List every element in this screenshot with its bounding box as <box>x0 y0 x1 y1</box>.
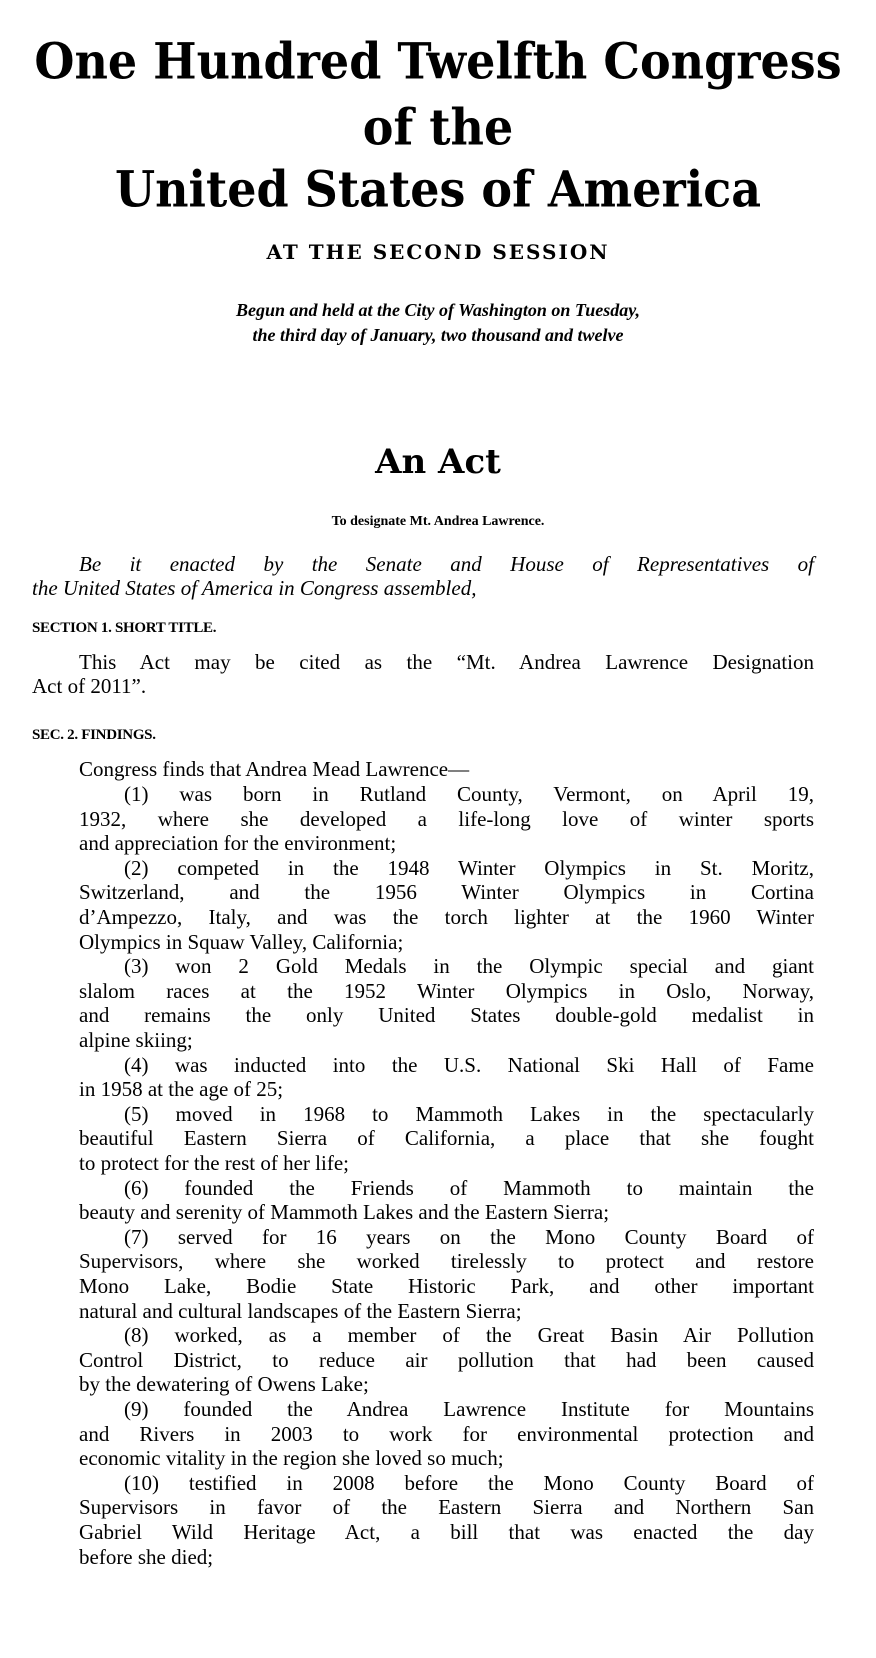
finding-line: Switzerland, and the 1956 Winter Olympics in Cortina <box>79 880 814 905</box>
finding-line: (1) was born in Rutland County, Vermont, on April 19, <box>124 782 814 806</box>
finding-line: Supervisors, where she worked tirelessly to protect and restore <box>79 1249 814 1274</box>
finding-line: Olympics in Squaw Valley, California; <box>79 929 404 954</box>
section-1-heading: SECTION 1. SHORT TITLE. <box>32 620 217 636</box>
begun-line-2: the third day of January, two thousand and twelve <box>252 325 624 345</box>
finding-line: Gabriel Wild Heritage Act, a bill that was enacted the day <box>79 1520 814 1544</box>
finding-line: 1932, where she developed a life-long love of winter sports <box>79 806 814 831</box>
finding-line: d’Ampezzo, Italy, and was the torch lighter at the 1960 Winter <box>79 905 814 929</box>
finding-line: (5) moved in 1968 to Mammoth Lakes in the spectacularly <box>124 1101 814 1126</box>
finding-line: (4) was inducted into the U.S. National Ski Hall of Fame <box>124 1052 814 1077</box>
enacting-clause-line-1: Be it enacted by the Senate and House of Representatives of <box>79 552 814 576</box>
finding-line: and remains the only United States double-gold medalist in <box>79 1003 814 1028</box>
finding-line: and appreciation for the environment; <box>79 831 397 856</box>
congress-title-line-1: One Hundred Twelfth Congress <box>34 31 842 91</box>
finding-line: economic vitality in the region she loved so much; <box>79 1446 504 1471</box>
finding-line: (8) worked, as a member of the Great Basin Air Pollution <box>124 1323 814 1348</box>
section-2-heading: SEC. 2. FINDINGS. <box>32 727 156 743</box>
finding-line: alpine skiing; <box>79 1028 193 1052</box>
finding-line: slalom races at the 1952 Winter Olympics in Oslo, Norway, <box>79 978 814 1003</box>
congress-title-line-3: United States of America <box>114 159 762 219</box>
finding-line: (7) served for 16 years on the Mono County Board of <box>124 1224 814 1249</box>
finding-line: Mono Lake, Bodie State Historic Park, and other important <box>79 1274 814 1298</box>
act-purpose: To designate Mt. Andrea Lawrence. <box>331 514 545 529</box>
finding-line: Control District, to reduce air pollution that had been caused <box>79 1347 814 1372</box>
finding-line: by the dewatering of Owens Lake; <box>79 1372 369 1397</box>
finding-line: and Rivers in 2003 to work for environmental protection and <box>79 1421 814 1446</box>
begun-line-1: Begun and held at the City of Washington on Tuesday, <box>235 300 641 320</box>
finding-line: (3) won 2 Gold Medals in the Olympic special and giant <box>124 954 814 979</box>
congress-title-line-2: of the <box>362 97 514 157</box>
finding-line: natural and cultural landscapes of the Eastern Sierra; <box>79 1298 522 1323</box>
finding-line: (9) founded the Andrea Lawrence Institute for Mountains <box>124 1397 814 1421</box>
enacting-clause-line-2: the United States of America in Congress assembled, <box>32 576 477 600</box>
findings-intro: Congress finds that Andrea Mead Lawrence— <box>79 757 470 781</box>
section-1-line: Act of 2011”. <box>32 674 147 698</box>
finding-line: to protect for the rest of her life; <box>79 1151 349 1175</box>
section-1-line: This Act may be cited as the “Mt. Andrea Lawrence Designation <box>79 650 814 674</box>
act-title: An Act <box>375 442 501 482</box>
finding-line: beauty and serenity of Mammoth Lakes and the Eastern Sierra; <box>79 1200 610 1225</box>
finding-line: beautiful Eastern Sierra of California, a place that she fought <box>79 1126 814 1151</box>
finding-line: (2) competed in the 1948 Winter Olympics in St. Moritz, <box>124 855 814 880</box>
finding-line: in 1958 at the age of 25; <box>79 1077 284 1102</box>
finding-line: (6) founded the Friends of Mammoth to maintain the <box>124 1175 814 1200</box>
finding-line: before she died; <box>79 1544 214 1569</box>
finding-line: Supervisors in favor of the Eastern Sierra and Northern San <box>79 1495 814 1520</box>
session-heading: AT THE SECOND SESSION <box>266 240 610 264</box>
finding-line: (10) testified in 2008 before the Mono County Board of <box>124 1470 814 1495</box>
